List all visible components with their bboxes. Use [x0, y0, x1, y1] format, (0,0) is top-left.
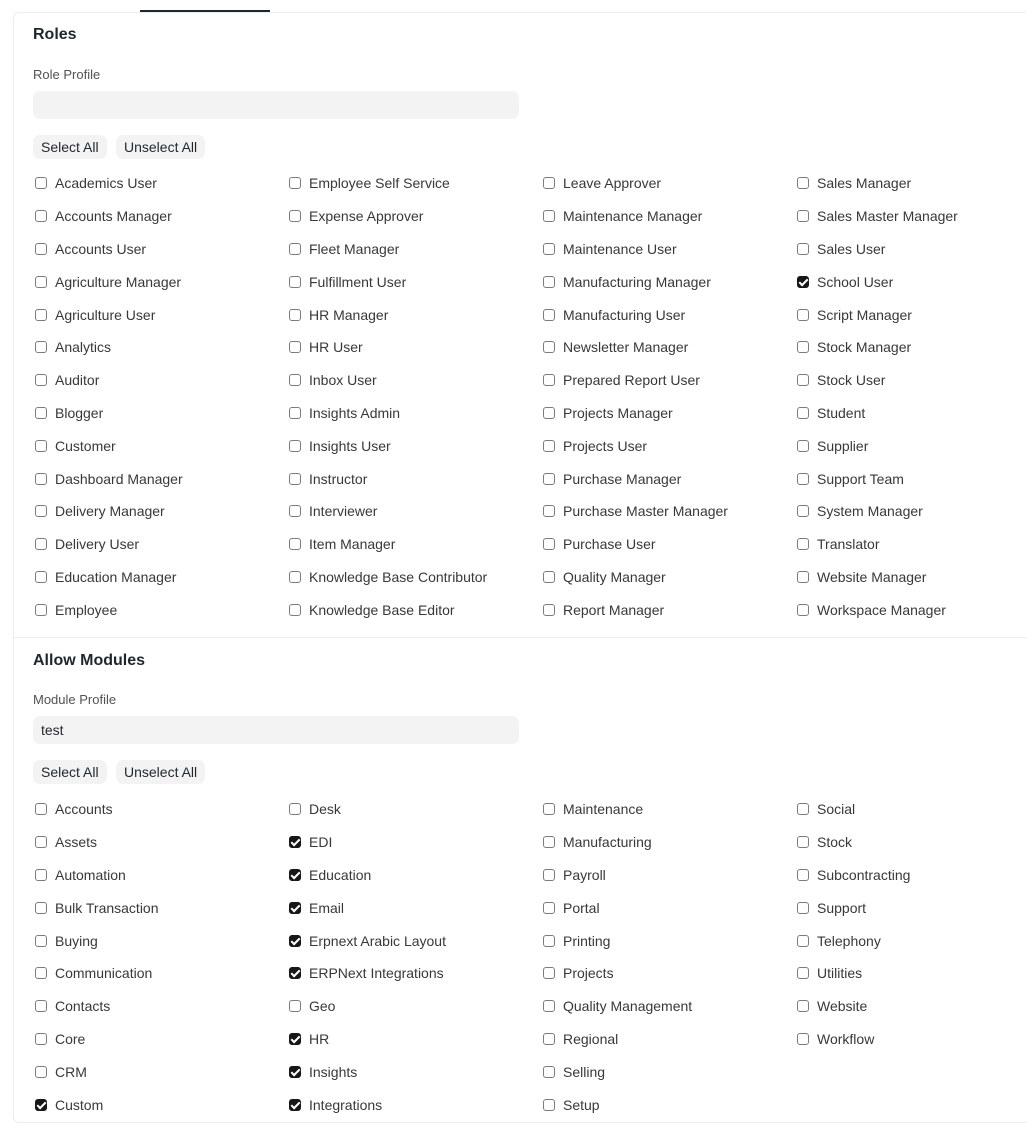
- checkbox-unchecked-icon[interactable]: [797, 243, 809, 255]
- checkbox-unchecked-icon[interactable]: [543, 341, 555, 353]
- module-checkbox-label: Portal: [563, 899, 600, 916]
- checkbox-checked-icon[interactable]: [289, 1066, 301, 1078]
- checkbox-unchecked-icon[interactable]: [289, 309, 301, 321]
- role-checkbox-label: Prepared Report User: [563, 372, 700, 389]
- role-checkbox-label: Leave Approver: [563, 175, 662, 192]
- checkbox-unchecked-icon[interactable]: [543, 407, 555, 419]
- module-checkbox-label: Automation: [55, 866, 126, 883]
- checkbox-unchecked-icon[interactable]: [797, 1033, 809, 1045]
- checkbox-unchecked-icon[interactable]: [289, 571, 301, 583]
- checkbox-unchecked-icon[interactable]: [35, 935, 47, 947]
- checkbox-checked-icon[interactable]: [289, 836, 301, 848]
- checkbox-unchecked-icon[interactable]: [543, 967, 555, 979]
- role-checkbox-label: Workspace Manager: [817, 601, 946, 618]
- module-checkbox-bulk-transaction[interactable]: [33, 891, 287, 924]
- role-checkbox-analytics[interactable]: [33, 331, 287, 364]
- role-checkbox-dashboard-manager[interactable]: [33, 462, 287, 495]
- module-checkbox-label: EDI: [309, 834, 333, 851]
- role-checkbox-label: Academics User: [55, 175, 157, 192]
- role-checkbox-label: Stock User: [817, 372, 886, 389]
- checkbox-checked-icon[interactable]: [289, 902, 301, 914]
- module-checkbox-regional[interactable]: [541, 1023, 795, 1056]
- checkbox-unchecked-icon[interactable]: [543, 869, 555, 881]
- role-checkbox-inbox-user[interactable]: [287, 364, 541, 397]
- role-checkbox-agriculture-user[interactable]: [33, 298, 287, 331]
- module-checkbox-label: Printing: [563, 932, 611, 949]
- checkbox-unchecked-icon[interactable]: [797, 1000, 809, 1012]
- role-checkbox-hr-manager[interactable]: [287, 298, 541, 331]
- checkbox-unchecked-icon[interactable]: [35, 210, 47, 222]
- role-checkbox-insights-admin[interactable]: [287, 397, 541, 430]
- module-checkbox-label: Regional: [563, 1030, 619, 1047]
- role-checkbox-fulfillment-user[interactable]: [287, 265, 541, 298]
- checkbox-checked-icon[interactable]: [289, 967, 301, 979]
- role-checkbox-student[interactable]: [795, 397, 1025, 430]
- checkbox-unchecked-icon[interactable]: [797, 902, 809, 914]
- checkbox-unchecked-icon[interactable]: [543, 902, 555, 914]
- role-checkbox-expense-approver[interactable]: [287, 200, 541, 233]
- role-checkbox-label: Blogger: [55, 404, 104, 421]
- modules-select-all-button[interactable]: Select All: [33, 760, 107, 784]
- modules-checkbox-grid: [33, 793, 1026, 1121]
- checkbox-unchecked-icon[interactable]: [35, 440, 47, 452]
- role-checkbox-delivery-user[interactable]: [33, 528, 287, 561]
- role-checkbox-instructor[interactable]: [287, 462, 541, 495]
- role-checkbox-label: Student: [817, 404, 866, 421]
- role-checkbox-label: Purchase Manager: [563, 470, 682, 487]
- role-checkbox-label: Website Manager: [817, 568, 927, 585]
- checkbox-unchecked-icon[interactable]: [797, 935, 809, 947]
- module-checkbox-buying[interactable]: [33, 924, 287, 957]
- checkbox-unchecked-icon[interactable]: [289, 440, 301, 452]
- role-checkbox-purchase-manager[interactable]: [541, 462, 795, 495]
- checkbox-unchecked-icon[interactable]: [543, 538, 555, 550]
- module-profile-input[interactable]: [33, 716, 519, 744]
- role-checkbox-auditor[interactable]: [33, 364, 287, 397]
- role-checkbox-knowledge-base-editor[interactable]: [287, 593, 541, 626]
- role-checkbox-delivery-manager[interactable]: [33, 495, 287, 528]
- role-checkbox-label: HR User: [309, 339, 363, 356]
- module-checkbox-label: Workflow: [817, 1030, 875, 1047]
- role-checkbox-sales-master-manager[interactable]: [795, 200, 1025, 233]
- role-checkbox-label: Interviewer: [309, 503, 378, 520]
- checkbox-unchecked-icon[interactable]: [35, 276, 47, 288]
- checkbox-checked-icon[interactable]: [797, 276, 809, 288]
- role-checkbox-education-manager[interactable]: [33, 561, 287, 594]
- role-checkbox-fleet-manager[interactable]: [287, 233, 541, 266]
- role-checkbox-label: Knowledge Base Editor: [309, 601, 455, 618]
- role-checkbox-purchase-master-manager[interactable]: [541, 495, 795, 528]
- module-checkbox-desk[interactable]: [287, 793, 541, 826]
- role-checkbox-workspace-manager[interactable]: [795, 593, 1025, 626]
- role-checkbox-label: Report Manager: [563, 601, 665, 618]
- module-checkbox-label: Stock: [817, 834, 853, 851]
- checkbox-unchecked-icon[interactable]: [35, 1000, 47, 1012]
- role-checkbox-label: Expense Approver: [309, 208, 424, 225]
- modules-unselect-all-button[interactable]: Unselect All: [116, 760, 205, 784]
- module-checkbox-portal[interactable]: [541, 891, 795, 924]
- checkbox-unchecked-icon[interactable]: [797, 210, 809, 222]
- role-checkbox-label: Support Team: [817, 470, 904, 487]
- role-checkbox-label: Script Manager: [817, 306, 912, 323]
- role-checkbox-manufacturing-user[interactable]: [541, 298, 795, 331]
- module-checkbox-utilities[interactable]: [795, 957, 1025, 990]
- module-checkbox-integrations[interactable]: [287, 1088, 541, 1121]
- role-checkbox-supplier[interactable]: [795, 429, 1025, 462]
- module-checkbox-label: Projects: [563, 965, 614, 982]
- module-checkbox-label: Custom: [55, 1096, 104, 1113]
- module-checkbox-quality-management[interactable]: [541, 990, 795, 1023]
- role-checkbox-label: Agriculture Manager: [55, 273, 182, 290]
- role-checkbox-purchase-user[interactable]: [541, 528, 795, 561]
- checkbox-unchecked-icon[interactable]: [543, 177, 555, 189]
- role-checkbox-item-manager[interactable]: [287, 528, 541, 561]
- role-checkbox-label: Supplier: [817, 437, 869, 454]
- modules-section-title: Allow Modules: [33, 652, 145, 669]
- module-checkbox-setup[interactable]: [541, 1088, 795, 1121]
- module-checkbox-label: Website: [817, 998, 868, 1015]
- role-checkbox-stock-manager[interactable]: [795, 331, 1025, 364]
- role-checkbox-label: Education Manager: [55, 568, 177, 585]
- role-checkbox-knowledge-base-contributor[interactable]: [287, 561, 541, 594]
- role-checkbox-label: School User: [817, 273, 894, 290]
- role-checkbox-label: Fulfillment User: [309, 273, 407, 290]
- module-profile-label: Module Profile: [33, 692, 117, 707]
- checkbox-unchecked-icon[interactable]: [35, 902, 47, 914]
- checkbox-unchecked-icon[interactable]: [797, 836, 809, 848]
- role-checkbox-label: Instructor: [309, 470, 368, 487]
- role-checkbox-label: Translator: [817, 536, 880, 553]
- modules-section: [13, 638, 1026, 1123]
- checkbox-unchecked-icon[interactable]: [35, 473, 47, 485]
- checkbox-unchecked-icon[interactable]: [543, 473, 555, 485]
- role-checkbox-label: Analytics: [55, 339, 112, 356]
- role-checkbox-agriculture-manager[interactable]: [33, 265, 287, 298]
- module-checkbox-label: Selling: [563, 1063, 606, 1080]
- module-checkbox-label: Contacts: [55, 998, 111, 1015]
- module-checkbox-geo[interactable]: [287, 990, 541, 1023]
- module-checkbox-label: Telephony: [817, 932, 881, 949]
- module-checkbox-automation[interactable]: [33, 859, 287, 892]
- role-checkbox-maintenance-manager[interactable]: [541, 200, 795, 233]
- checkbox-unchecked-icon[interactable]: [35, 836, 47, 848]
- role-checkbox-leave-approver[interactable]: [541, 167, 795, 200]
- role-checkbox-label: Purchase User: [563, 536, 656, 553]
- module-checkbox-crm[interactable]: [33, 1055, 287, 1088]
- checkbox-unchecked-icon[interactable]: [797, 571, 809, 583]
- module-checkbox-label: Payroll: [563, 866, 606, 883]
- module-checkbox-manufacturing[interactable]: [541, 826, 795, 859]
- module-checkbox-email[interactable]: [287, 891, 541, 924]
- checkbox-unchecked-icon[interactable]: [543, 935, 555, 947]
- checkbox-unchecked-icon[interactable]: [35, 505, 47, 517]
- role-checkbox-script-manager[interactable]: [795, 298, 1025, 331]
- checkbox-checked-icon[interactable]: [289, 935, 301, 947]
- role-checkbox-label: Agriculture User: [55, 306, 156, 323]
- checkbox-unchecked-icon[interactable]: [797, 604, 809, 616]
- checkbox-unchecked-icon[interactable]: [797, 440, 809, 452]
- role-checkbox-projects-user[interactable]: [541, 429, 795, 462]
- role-checkbox-label: Insights User: [309, 437, 391, 454]
- checkbox-unchecked-icon[interactable]: [289, 803, 301, 815]
- role-checkbox-label: Quality Manager: [563, 568, 666, 585]
- module-checkbox-label: Erpnext Arabic Layout: [309, 932, 446, 949]
- roles-section-title: Roles: [33, 26, 77, 43]
- checkbox-unchecked-icon[interactable]: [35, 309, 47, 321]
- checkbox-unchecked-icon[interactable]: [797, 967, 809, 979]
- module-checkbox-website[interactable]: [795, 990, 1025, 1023]
- role-checkbox-label: Stock Manager: [817, 339, 912, 356]
- module-checkbox-label: Utilities: [817, 965, 863, 982]
- module-checkbox-label: Setup: [563, 1096, 600, 1113]
- checkbox-unchecked-icon[interactable]: [35, 538, 47, 550]
- checkbox-unchecked-icon[interactable]: [543, 1033, 555, 1045]
- checkbox-checked-icon[interactable]: [289, 1099, 301, 1111]
- role-checkbox-maintenance-user[interactable]: [541, 233, 795, 266]
- role-checkbox-report-manager[interactable]: [541, 593, 795, 626]
- role-checkbox-support-team[interactable]: [795, 462, 1025, 495]
- checkbox-checked-icon[interactable]: [35, 1099, 47, 1111]
- module-checkbox-label: Core: [55, 1030, 86, 1047]
- role-checkbox-label: Delivery User: [55, 536, 140, 553]
- role-checkbox-label: Employee Self Service: [309, 175, 450, 192]
- checkbox-unchecked-icon[interactable]: [543, 803, 555, 815]
- role-checkbox-sales-manager[interactable]: [795, 167, 1025, 200]
- checkbox-unchecked-icon[interactable]: [797, 538, 809, 550]
- checkbox-unchecked-icon[interactable]: [289, 1000, 301, 1012]
- module-checkbox-accounts[interactable]: [33, 793, 287, 826]
- checkbox-unchecked-icon[interactable]: [35, 341, 47, 353]
- role-checkbox-label: Maintenance User: [563, 240, 677, 257]
- module-checkbox-label: Bulk Transaction: [55, 899, 159, 916]
- checkbox-checked-icon[interactable]: [289, 1033, 301, 1045]
- module-checkbox-label: Subcontracting: [817, 866, 911, 883]
- role-checkbox-projects-manager[interactable]: [541, 397, 795, 430]
- checkbox-unchecked-icon[interactable]: [35, 177, 47, 189]
- module-checkbox-label: Assets: [55, 834, 98, 851]
- module-checkbox-projects[interactable]: [541, 957, 795, 990]
- checkbox-unchecked-icon[interactable]: [543, 440, 555, 452]
- checkbox-unchecked-icon[interactable]: [289, 604, 301, 616]
- role-checkbox-label: Delivery Manager: [55, 503, 165, 520]
- module-checkbox-assets[interactable]: [33, 826, 287, 859]
- module-checkbox-label: Manufacturing: [563, 834, 652, 851]
- checkbox-unchecked-icon[interactable]: [35, 604, 47, 616]
- module-checkbox-label: ERPNext Integrations: [309, 965, 444, 982]
- checkbox-unchecked-icon[interactable]: [797, 374, 809, 386]
- checkbox-unchecked-icon[interactable]: [35, 869, 47, 881]
- checkbox-unchecked-icon[interactable]: [797, 473, 809, 485]
- module-checkbox-telephony[interactable]: [795, 924, 1025, 957]
- role-checkbox-label: Dashboard Manager: [55, 470, 183, 487]
- module-checkbox-label: Communication: [55, 965, 153, 982]
- roles-section: [13, 13, 1026, 637]
- role-checkbox-label: Projects User: [563, 437, 648, 454]
- role-checkbox-quality-manager[interactable]: [541, 561, 795, 594]
- checkbox-unchecked-icon[interactable]: [543, 836, 555, 848]
- checkbox-unchecked-icon[interactable]: [543, 243, 555, 255]
- module-checkbox-label: Support: [817, 899, 867, 916]
- checkbox-unchecked-icon[interactable]: [35, 374, 47, 386]
- checkbox-unchecked-icon[interactable]: [543, 210, 555, 222]
- module-checkbox-custom[interactable]: [33, 1088, 287, 1121]
- role-checkbox-label: Item Manager: [309, 536, 396, 553]
- checkbox-checked-icon[interactable]: [289, 869, 301, 881]
- role-checkbox-insights-user[interactable]: [287, 429, 541, 462]
- checkbox-unchecked-icon[interactable]: [797, 505, 809, 517]
- checkbox-unchecked-icon[interactable]: [289, 177, 301, 189]
- role-checkbox-label: Manufacturing Manager: [563, 273, 711, 290]
- checkbox-unchecked-icon[interactable]: [797, 869, 809, 881]
- module-checkbox-label: Insights: [309, 1063, 358, 1080]
- role-checkbox-label: Projects Manager: [563, 404, 673, 421]
- roles-select-all-button[interactable]: Select All: [33, 135, 107, 159]
- module-checkbox-edi[interactable]: [287, 826, 541, 859]
- checkbox-unchecked-icon[interactable]: [797, 407, 809, 419]
- checkbox-unchecked-icon[interactable]: [35, 407, 47, 419]
- checkbox-unchecked-icon[interactable]: [543, 604, 555, 616]
- role-checkbox-label: System Manager: [817, 503, 923, 520]
- role-profile-input[interactable]: [33, 91, 519, 119]
- role-checkbox-label: Accounts User: [55, 240, 147, 257]
- role-profile-label: Role Profile: [33, 67, 101, 82]
- role-checkbox-label: Manufacturing User: [563, 306, 686, 323]
- module-checkbox-label: Integrations: [309, 1096, 383, 1113]
- role-checkbox-prepared-report-user[interactable]: [541, 364, 795, 397]
- checkbox-unchecked-icon[interactable]: [35, 1033, 47, 1045]
- checkbox-unchecked-icon[interactable]: [543, 309, 555, 321]
- role-checkbox-employee[interactable]: [33, 593, 287, 626]
- role-checkbox-accounts-manager[interactable]: [33, 200, 287, 233]
- role-checkbox-label: Auditor: [55, 372, 100, 389]
- checkbox-unchecked-icon[interactable]: [289, 210, 301, 222]
- checkbox-unchecked-icon[interactable]: [543, 374, 555, 386]
- role-checkbox-label: HR Manager: [309, 306, 389, 323]
- role-checkbox-label: Sales Manager: [817, 175, 912, 192]
- module-checkbox-hr[interactable]: [287, 1023, 541, 1056]
- checkbox-unchecked-icon[interactable]: [35, 967, 47, 979]
- role-checkbox-translator[interactable]: [795, 528, 1025, 561]
- module-checkbox-label: Email: [309, 899, 345, 916]
- checkbox-unchecked-icon[interactable]: [289, 276, 301, 288]
- module-checkbox-label: Quality Management: [563, 998, 693, 1015]
- checkbox-unchecked-icon[interactable]: [543, 1000, 555, 1012]
- module-checkbox-social[interactable]: [795, 793, 1025, 826]
- module-checkbox-erpnext-arabic-layout[interactable]: [287, 924, 541, 957]
- module-checkbox-selling[interactable]: [541, 1055, 795, 1088]
- role-checkbox-label: Insights Admin: [309, 404, 401, 421]
- module-checkbox-education[interactable]: [287, 859, 541, 892]
- module-checkbox-label: Geo: [309, 998, 336, 1015]
- role-checkbox-academics-user[interactable]: [33, 167, 287, 200]
- roles-unselect-all-button[interactable]: Unselect All: [116, 135, 205, 159]
- role-checkbox-label: Maintenance Manager: [563, 208, 703, 225]
- module-checkbox-communication[interactable]: [33, 957, 287, 990]
- checkbox-unchecked-icon[interactable]: [35, 243, 47, 255]
- module-checkbox-subcontracting[interactable]: [795, 859, 1025, 892]
- role-checkbox-school-user[interactable]: [795, 265, 1025, 298]
- module-checkbox-contacts[interactable]: [33, 990, 287, 1023]
- role-checkbox-website-manager[interactable]: [795, 561, 1025, 594]
- checkbox-unchecked-icon[interactable]: [35, 571, 47, 583]
- role-checkbox-blogger[interactable]: [33, 397, 287, 430]
- role-checkbox-hr-user[interactable]: [287, 331, 541, 364]
- module-checkbox-support[interactable]: [795, 891, 1025, 924]
- checkbox-unchecked-icon[interactable]: [543, 505, 555, 517]
- role-checkbox-label: Purchase Master Manager: [563, 503, 728, 520]
- role-checkbox-label: Customer: [55, 437, 116, 454]
- role-checkbox-system-manager[interactable]: [795, 495, 1025, 528]
- checkbox-unchecked-icon[interactable]: [289, 473, 301, 485]
- module-checkbox-erpnext-integrations[interactable]: [287, 957, 541, 990]
- checkbox-unchecked-icon[interactable]: [35, 1066, 47, 1078]
- module-checkbox-label: Education: [309, 866, 372, 883]
- checkbox-unchecked-icon[interactable]: [543, 1099, 555, 1111]
- role-checkbox-interviewer[interactable]: [287, 495, 541, 528]
- role-checkbox-label: Newsletter Manager: [563, 339, 689, 356]
- checkbox-unchecked-icon[interactable]: [289, 374, 301, 386]
- module-checkbox-label: Maintenance: [563, 801, 644, 818]
- role-checkbox-newsletter-manager[interactable]: [541, 331, 795, 364]
- checkbox-unchecked-icon[interactable]: [543, 276, 555, 288]
- module-checkbox-printing[interactable]: [541, 924, 795, 957]
- roles-checkbox-grid: [33, 167, 1026, 626]
- checkbox-unchecked-icon[interactable]: [289, 341, 301, 353]
- role-checkbox-employee-self-service[interactable]: [287, 167, 541, 200]
- role-checkbox-label: Accounts Manager: [55, 208, 172, 225]
- checkbox-unchecked-icon[interactable]: [797, 803, 809, 815]
- module-checkbox-label: Desk: [309, 801, 341, 818]
- module-checkbox-stock[interactable]: [795, 826, 1025, 859]
- role-checkbox-manufacturing-manager[interactable]: [541, 265, 795, 298]
- role-checkbox-label: Fleet Manager: [309, 240, 400, 257]
- module-checkbox-insights[interactable]: [287, 1055, 541, 1088]
- role-checkbox-label: Inbox User: [309, 372, 377, 389]
- checkbox-unchecked-icon[interactable]: [543, 571, 555, 583]
- role-checkbox-label: Knowledge Base Contributor: [309, 568, 488, 585]
- module-checkbox-label: Accounts: [55, 801, 113, 818]
- role-checkbox-accounts-user[interactable]: [33, 233, 287, 266]
- module-checkbox-label: HR: [309, 1030, 330, 1047]
- checkbox-unchecked-icon[interactable]: [35, 803, 47, 815]
- role-checkbox-label: Sales User: [817, 240, 886, 257]
- role-checkbox-sales-user[interactable]: [795, 233, 1025, 266]
- module-checkbox-payroll[interactable]: [541, 859, 795, 892]
- role-checkbox-label: Sales Master Manager: [817, 208, 958, 225]
- checkbox-unchecked-icon[interactable]: [797, 177, 809, 189]
- checkbox-unchecked-icon[interactable]: [289, 243, 301, 255]
- checkbox-unchecked-icon[interactable]: [289, 407, 301, 419]
- checkbox-unchecked-icon[interactable]: [543, 1066, 555, 1078]
- role-checkbox-label: Employee: [55, 601, 118, 618]
- role-checkbox-stock-user[interactable]: [795, 364, 1025, 397]
- checkbox-unchecked-icon[interactable]: [289, 538, 301, 550]
- checkbox-unchecked-icon[interactable]: [289, 505, 301, 517]
- module-checkbox-maintenance[interactable]: [541, 793, 795, 826]
- checkbox-unchecked-icon[interactable]: [797, 309, 809, 321]
- checkbox-unchecked-icon[interactable]: [797, 341, 809, 353]
- module-checkbox-core[interactable]: [33, 1023, 287, 1056]
- module-checkbox-label: Buying: [55, 932, 98, 949]
- role-checkbox-customer[interactable]: [33, 429, 287, 462]
- module-checkbox-workflow[interactable]: [795, 1023, 1025, 1056]
- module-checkbox-label: CRM: [55, 1063, 87, 1080]
- module-checkbox-label: Social: [817, 801, 856, 818]
